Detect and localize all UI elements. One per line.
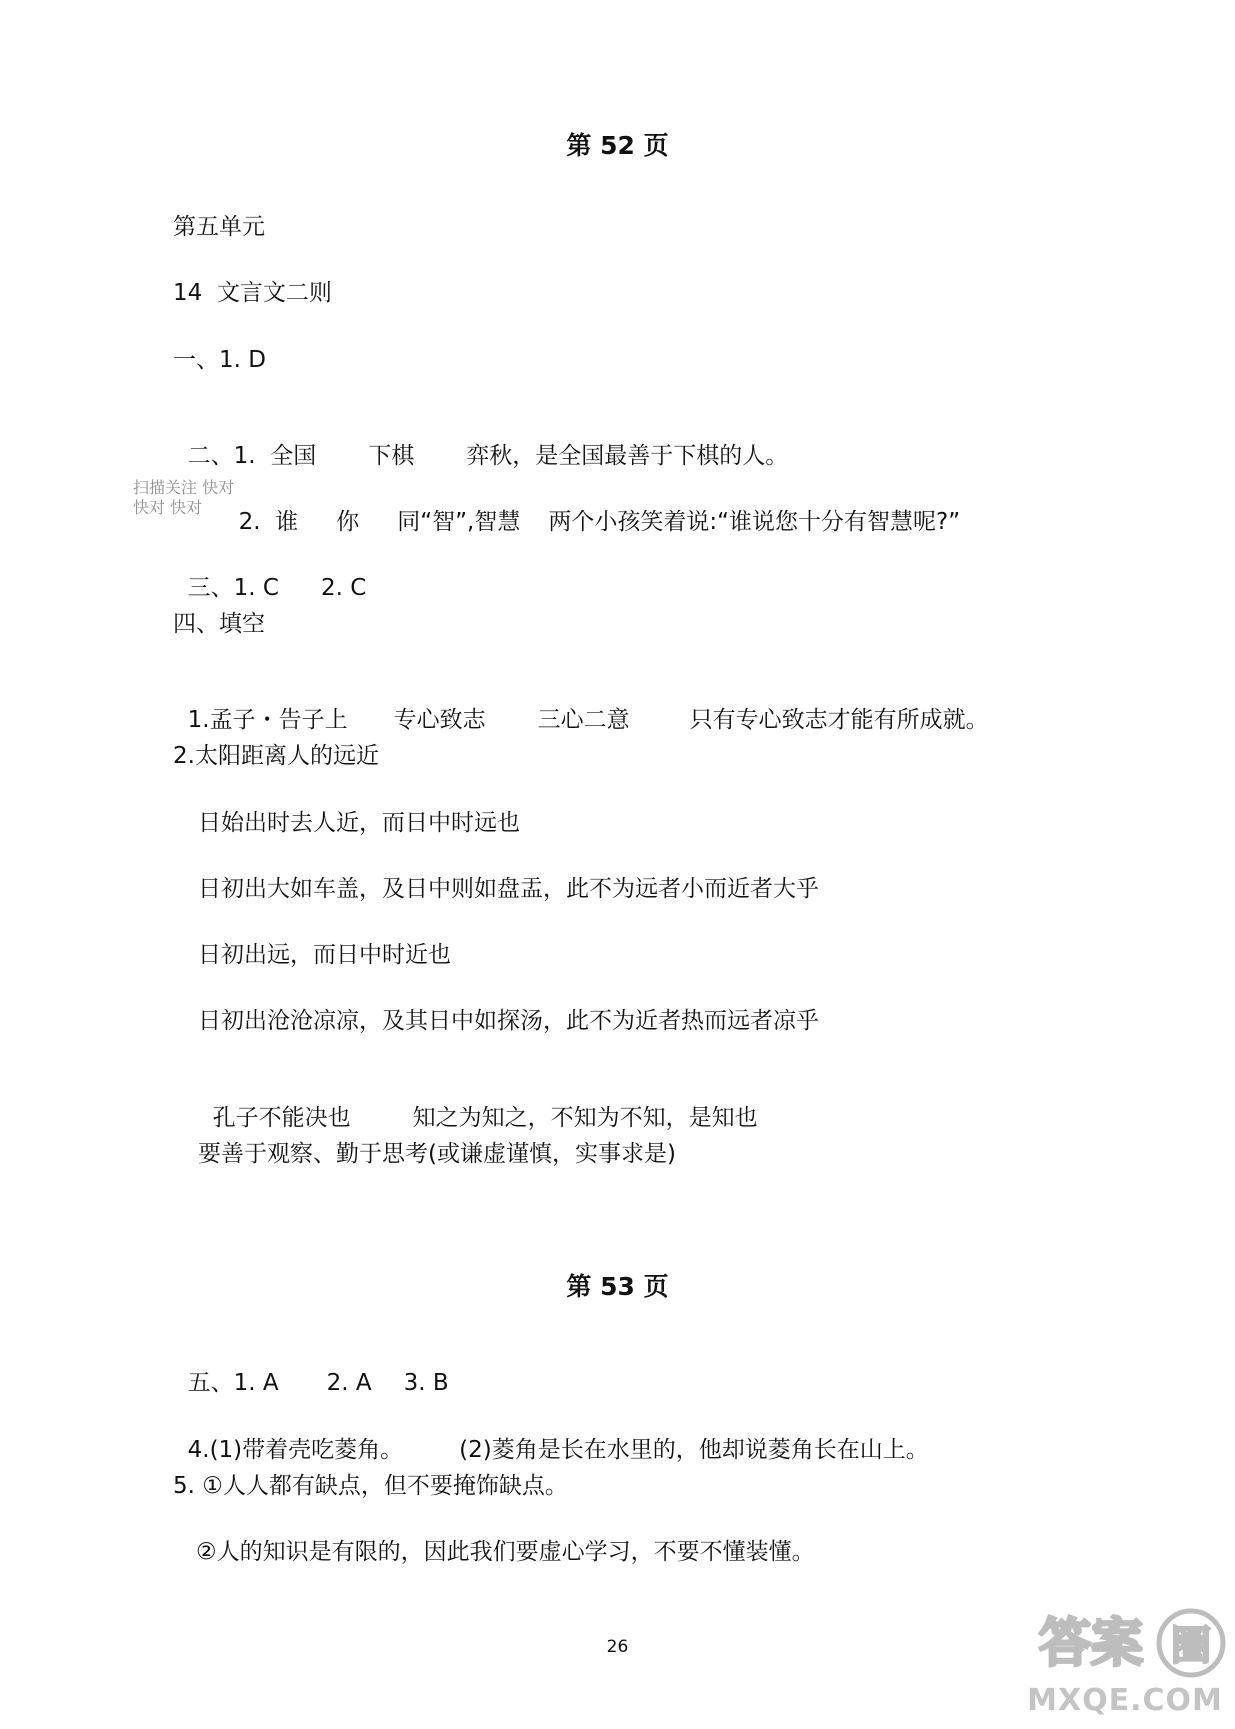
fill-answer-2: 2.太阳距离人的远近 (173, 743, 379, 769)
unit-title: 第五单元 (173, 214, 265, 240)
answer-circle-logo (1035, 1603, 1235, 1681)
fill-2-line (198, 1073, 758, 1133)
answer-section-2 (173, 411, 788, 471)
fill-1-c: 三心二意 (537, 707, 630, 733)
answer-4-a: 4.(1)带着壳吃菱角。 (187, 1437, 404, 1463)
answer-4 (173, 1405, 929, 1465)
watermark (1015, 1595, 1235, 1729)
answer-section-3 (173, 543, 366, 603)
answer-section-4: 四、填空 (173, 611, 265, 637)
svg-text:圈: 圈 (1171, 1623, 1211, 1669)
watermark-url: MXQE.COM (1027, 1683, 1223, 1718)
answer-3-a: 三、1. C (187, 575, 279, 601)
fill-2-line: 要善于观察、勤于思考(或谦虚谨慎，实事求是) (198, 1141, 676, 1167)
answer-5-a: 五、1. A (187, 1370, 279, 1396)
answer-5-c: 3. B (403, 1370, 449, 1396)
answer-2-1-a: 二、1. 全国 (187, 443, 317, 469)
fill-2-line: 日初出沧沧凉凉，及其日中如探汤，此不为近者热而远者凉乎 (198, 1008, 819, 1034)
answer-2-1-b: 下棋 (368, 443, 415, 469)
answer-2-2-c: 同“智”,智慧 (397, 509, 521, 535)
answer-section-1: 一、1. D (173, 347, 266, 373)
fill-2-line: 日初出远，而日中时近也 (198, 942, 451, 968)
stamp-line-2: 快对 快对 (133, 498, 203, 517)
fill-1-a: 1.孟子・告子上 (187, 707, 348, 733)
answer-2-2-a: 2. 谁 (238, 509, 299, 535)
answer-section-2-2 (224, 477, 960, 537)
fill-2-last-b: 知之为知之，不知为不知，是知也 (412, 1105, 758, 1131)
fill-2-line: 日始出时去人近，而日中时远也 (198, 810, 520, 836)
fill-2-last-a: 孔子不能决也 (212, 1105, 351, 1131)
answer-2-2-b: 你 (336, 509, 360, 535)
answer-5-1: 5. ①人人都有缺点，但不要掩饰缺点。 (173, 1473, 568, 1499)
fill-1-b: 专心致志 (393, 707, 486, 733)
page-heading-53: 第 53 页 (566, 1272, 669, 1301)
answer-3-b: 2. C (320, 575, 367, 601)
stamp-line-1: 扫描关注 快对 (133, 478, 235, 497)
lesson-title: 14 文言文二则 (173, 280, 332, 306)
fill-1-d: 只有专心致志才能有所成就。 (689, 707, 989, 733)
answer-2-1-c: 弈秋，是全国最善于下棋的人。 (466, 443, 789, 469)
answer-4-b: (2)菱角是长在水里的，他却说菱角长在山上。 (459, 1437, 929, 1463)
answer-section-5 (173, 1338, 449, 1398)
fill-2-line: 日初出大如车盖，及日中则如盘盂，此不为远者小而近者大乎 (198, 876, 819, 902)
fill-answer-1 (173, 675, 989, 735)
answer-5-b: 2. A (326, 1370, 372, 1396)
page-heading-52: 第 52 页 (566, 131, 669, 160)
svg-text:答案: 答案 (1039, 1614, 1144, 1674)
answer-2-2-d: 两个小孩笑着说:“谁说您十分有智慧呢?” (548, 509, 961, 535)
answer-5-2: ②人的知识是有限的，因此我们要虚心学习，不要不懂装懂。 (196, 1539, 815, 1565)
page-number: 26 (606, 1637, 629, 1657)
